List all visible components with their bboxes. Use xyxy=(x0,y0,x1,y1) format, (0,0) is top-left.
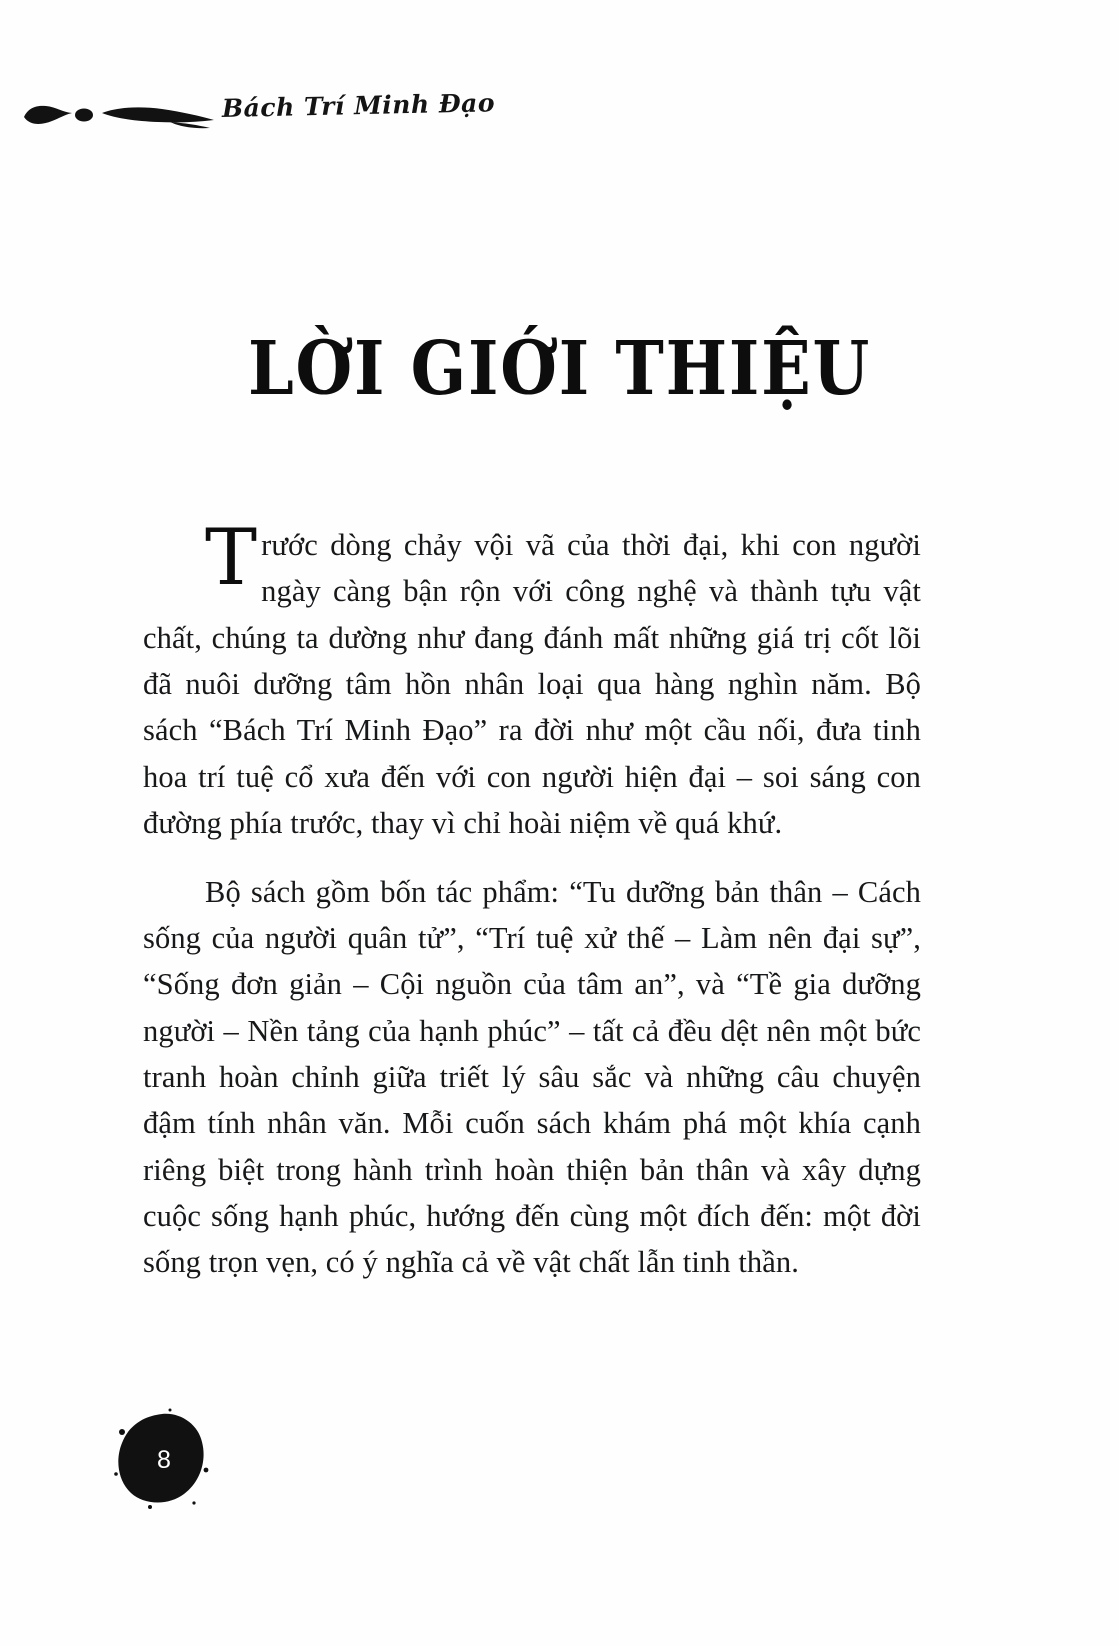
brush-stroke-icon xyxy=(22,100,217,134)
page-title: LỜI GIỚI THIỆU xyxy=(247,325,872,412)
paragraph-second: Bộ sách gồm bốn tác phẩm: “Tu dưỡng bản thân – Cách sống của người quân tử”, “Trí tuệ xử thế – Làm nên đại sự”, “Sống đơn giản – Cội nguồn của tâm an”, và “Tề gia dưỡng người – Nền tảng của hạnh phúc” – tất cả đều dệt nên một bức tranh hoàn chỉnh giữa triết lý sâu sắc và những câu chuyện đậm tính nhân văn. Mỗi cuốn sách khám phá một khía cạnh riêng biệt trong hành trình hoàn thiện bản thân và xây dựng cuộc sống hạnh phúc, hướng đến cùng một đích đến: một đời sống trọn vẹn, có ý nghĩa cả về vật chất lẫn tinh thần. xyxy=(143,874,921,1280)
page-header xyxy=(0,86,1119,156)
body-text xyxy=(143,513,921,1308)
paragraph-first xyxy=(143,513,921,847)
running-header-title: Bách Trí Minh Đạo xyxy=(221,88,496,123)
drop-cap: T xyxy=(205,513,258,603)
page-number: 8 xyxy=(157,1445,171,1474)
paragraph-text: rước dòng chảy vội vã của thời đại, khi con người ngày càng bận rộn với công nghệ và thành tựu vật chất, chúng ta dường như đang đánh mất những giá trị cốt lõi đã nuôi dưỡng tâm hồn nhân loại qua hàng nghìn năm. Bộ sách “Bách Trí Minh Đạo” ra đời như một cầu nối, đưa tinh hoa trí tuệ cổ xưa đến với con người hiện đại – soi sáng con đường phía trước, thay vì chỉ hoài niệm về quá khứ. xyxy=(143,528,921,841)
